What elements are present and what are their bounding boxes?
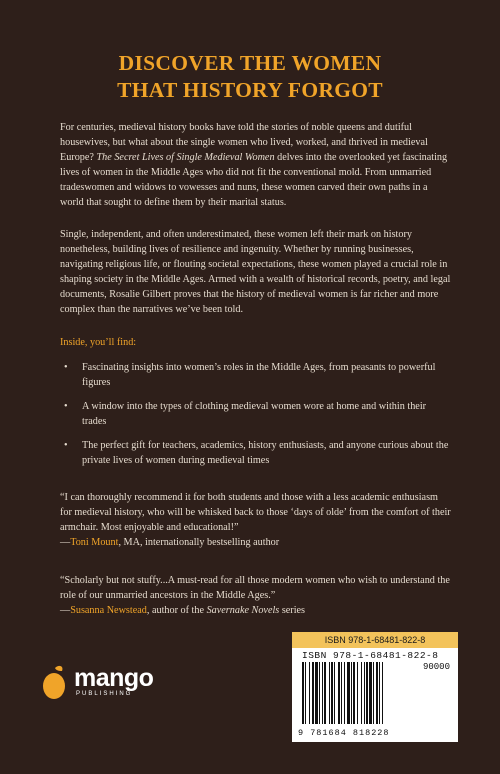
barcode-bar	[379, 662, 380, 724]
barcode-bar	[357, 662, 358, 724]
barcode-bar	[347, 662, 350, 724]
publisher-subtitle: PUBLISHING	[76, 691, 133, 697]
barcode-bar	[305, 662, 306, 724]
barcode-bar	[324, 662, 326, 724]
headline-line-2: THAT HISTORY FORGOT	[117, 78, 383, 102]
barcode-bars	[300, 662, 420, 726]
description-paragraph-2: Single, independent, and often underestimated, these women left their mark on history nonetheless, building lives of resilience and ingenuity. Whether by running businesses, navigating religious life, or flouting societal expectations, these women played a crucial role in shaping society in the Middle Ages. Armed with a wealth of historical records, poetry, and legal documents, Rosalie Gilbert proves that the history of medieval women is far richer and more complex than the narratives we’ve been told.	[60, 229, 451, 315]
barcode-bar	[338, 662, 340, 724]
isbn-text: ISBN 978-1-68481-822-8	[302, 650, 439, 661]
quote-text: “Scholarly but not stuffy...A must-read for all those modern women who wish to understand the role of our unmarried ancestors in the Middle Ages.”	[60, 575, 450, 601]
barcode-bar	[353, 662, 355, 724]
quote-author: Susanna Newstead	[70, 605, 147, 616]
review-quote-1	[60, 490, 452, 550]
list-item	[60, 399, 452, 429]
barcode-bar	[366, 662, 368, 724]
barcode-bar	[322, 662, 323, 724]
barcode-bar	[319, 662, 320, 724]
barcode-bar	[373, 662, 374, 724]
headline-line-1: DISCOVER THE WOMEN	[118, 51, 382, 75]
barcode-bar	[382, 662, 383, 724]
barcode-bar	[369, 662, 372, 724]
mango-icon	[40, 664, 70, 700]
list-item-text: The perfect gift for teachers, academics, history enthusiasts, and anyone curious about the private lives of women during medieval times	[82, 440, 449, 466]
barcode-bar	[312, 662, 314, 724]
list-item-text: A window into the types of clothing medieval women wore at home and within their trades	[82, 401, 427, 427]
attribution-dash: —	[60, 605, 71, 616]
barcode-bar	[302, 662, 304, 724]
barcode-bar	[364, 662, 365, 724]
quote-attribution	[60, 535, 452, 550]
author-credit: , author of the	[146, 605, 207, 616]
description-paragraph-1	[60, 120, 452, 210]
barcode-bar	[334, 662, 335, 724]
author-credit: , MA, internationally bestselling author	[118, 537, 280, 548]
bullet-marker: •	[64, 362, 68, 373]
quote-text: “I can thoroughly recommend it for both students and those with a less academic enthusiasm for medieval history, who will be whisked back to those ‘days of olde’ from the comfort of their armchair. Most enjoyable and educational!”	[60, 492, 451, 533]
list-item	[60, 360, 452, 390]
review-quote-2	[60, 573, 452, 618]
quote-author: Toni Mount	[70, 537, 119, 548]
series-title: Savernake Novels	[206, 605, 280, 616]
quote-attribution	[60, 603, 452, 618]
list-item-text: Fascinating insights into women’s roles in the Middle Ages, from peasants to powerful figures	[82, 362, 436, 388]
author-credit-end: series	[279, 605, 306, 616]
barcode-bar	[351, 662, 352, 724]
barcode-bar	[341, 662, 342, 724]
publisher-name: mango	[74, 664, 154, 692]
headline	[0, 50, 500, 104]
barcode-digits: 9 781684 818228	[298, 728, 390, 738]
inside-label: Inside, you’ll find:	[60, 337, 137, 348]
price-code: 90000	[422, 662, 450, 672]
feature-list	[60, 360, 452, 477]
list-item	[60, 438, 452, 468]
paragraph-1-rest: delves into the overlooked yet fascinating lives of women in the Middle Ages who did not fit the conventional mold. From unmarried tradeswomen and widows to vowesses and nuns, these women carved their own paths in a world that sought to define them by their marital status.	[60, 152, 448, 208]
barcode-block	[292, 632, 458, 742]
bullet-marker: •	[64, 401, 68, 412]
bullet-marker: •	[64, 440, 68, 451]
barcode-bar	[376, 662, 378, 724]
attribution-dash: —	[60, 537, 71, 548]
barcode-bar	[309, 662, 310, 724]
barcode-bar	[331, 662, 333, 724]
barcode-bar	[329, 662, 330, 724]
barcode-bar	[315, 662, 318, 724]
barcode-bar	[361, 662, 362, 724]
isbn-label: ISBN 978-1-68481-822-8	[292, 632, 458, 648]
paragraph-1-intro: For centuries, medieval history books have told the stories of noble queens and dutiful housewives, but what about the single women who lived, worked, and thrived in medieval Europe?	[60, 122, 428, 163]
barcode-bar	[344, 662, 345, 724]
publisher-logo	[40, 662, 180, 702]
book-title: The Secret Lives of Single Medieval Women	[96, 152, 275, 163]
